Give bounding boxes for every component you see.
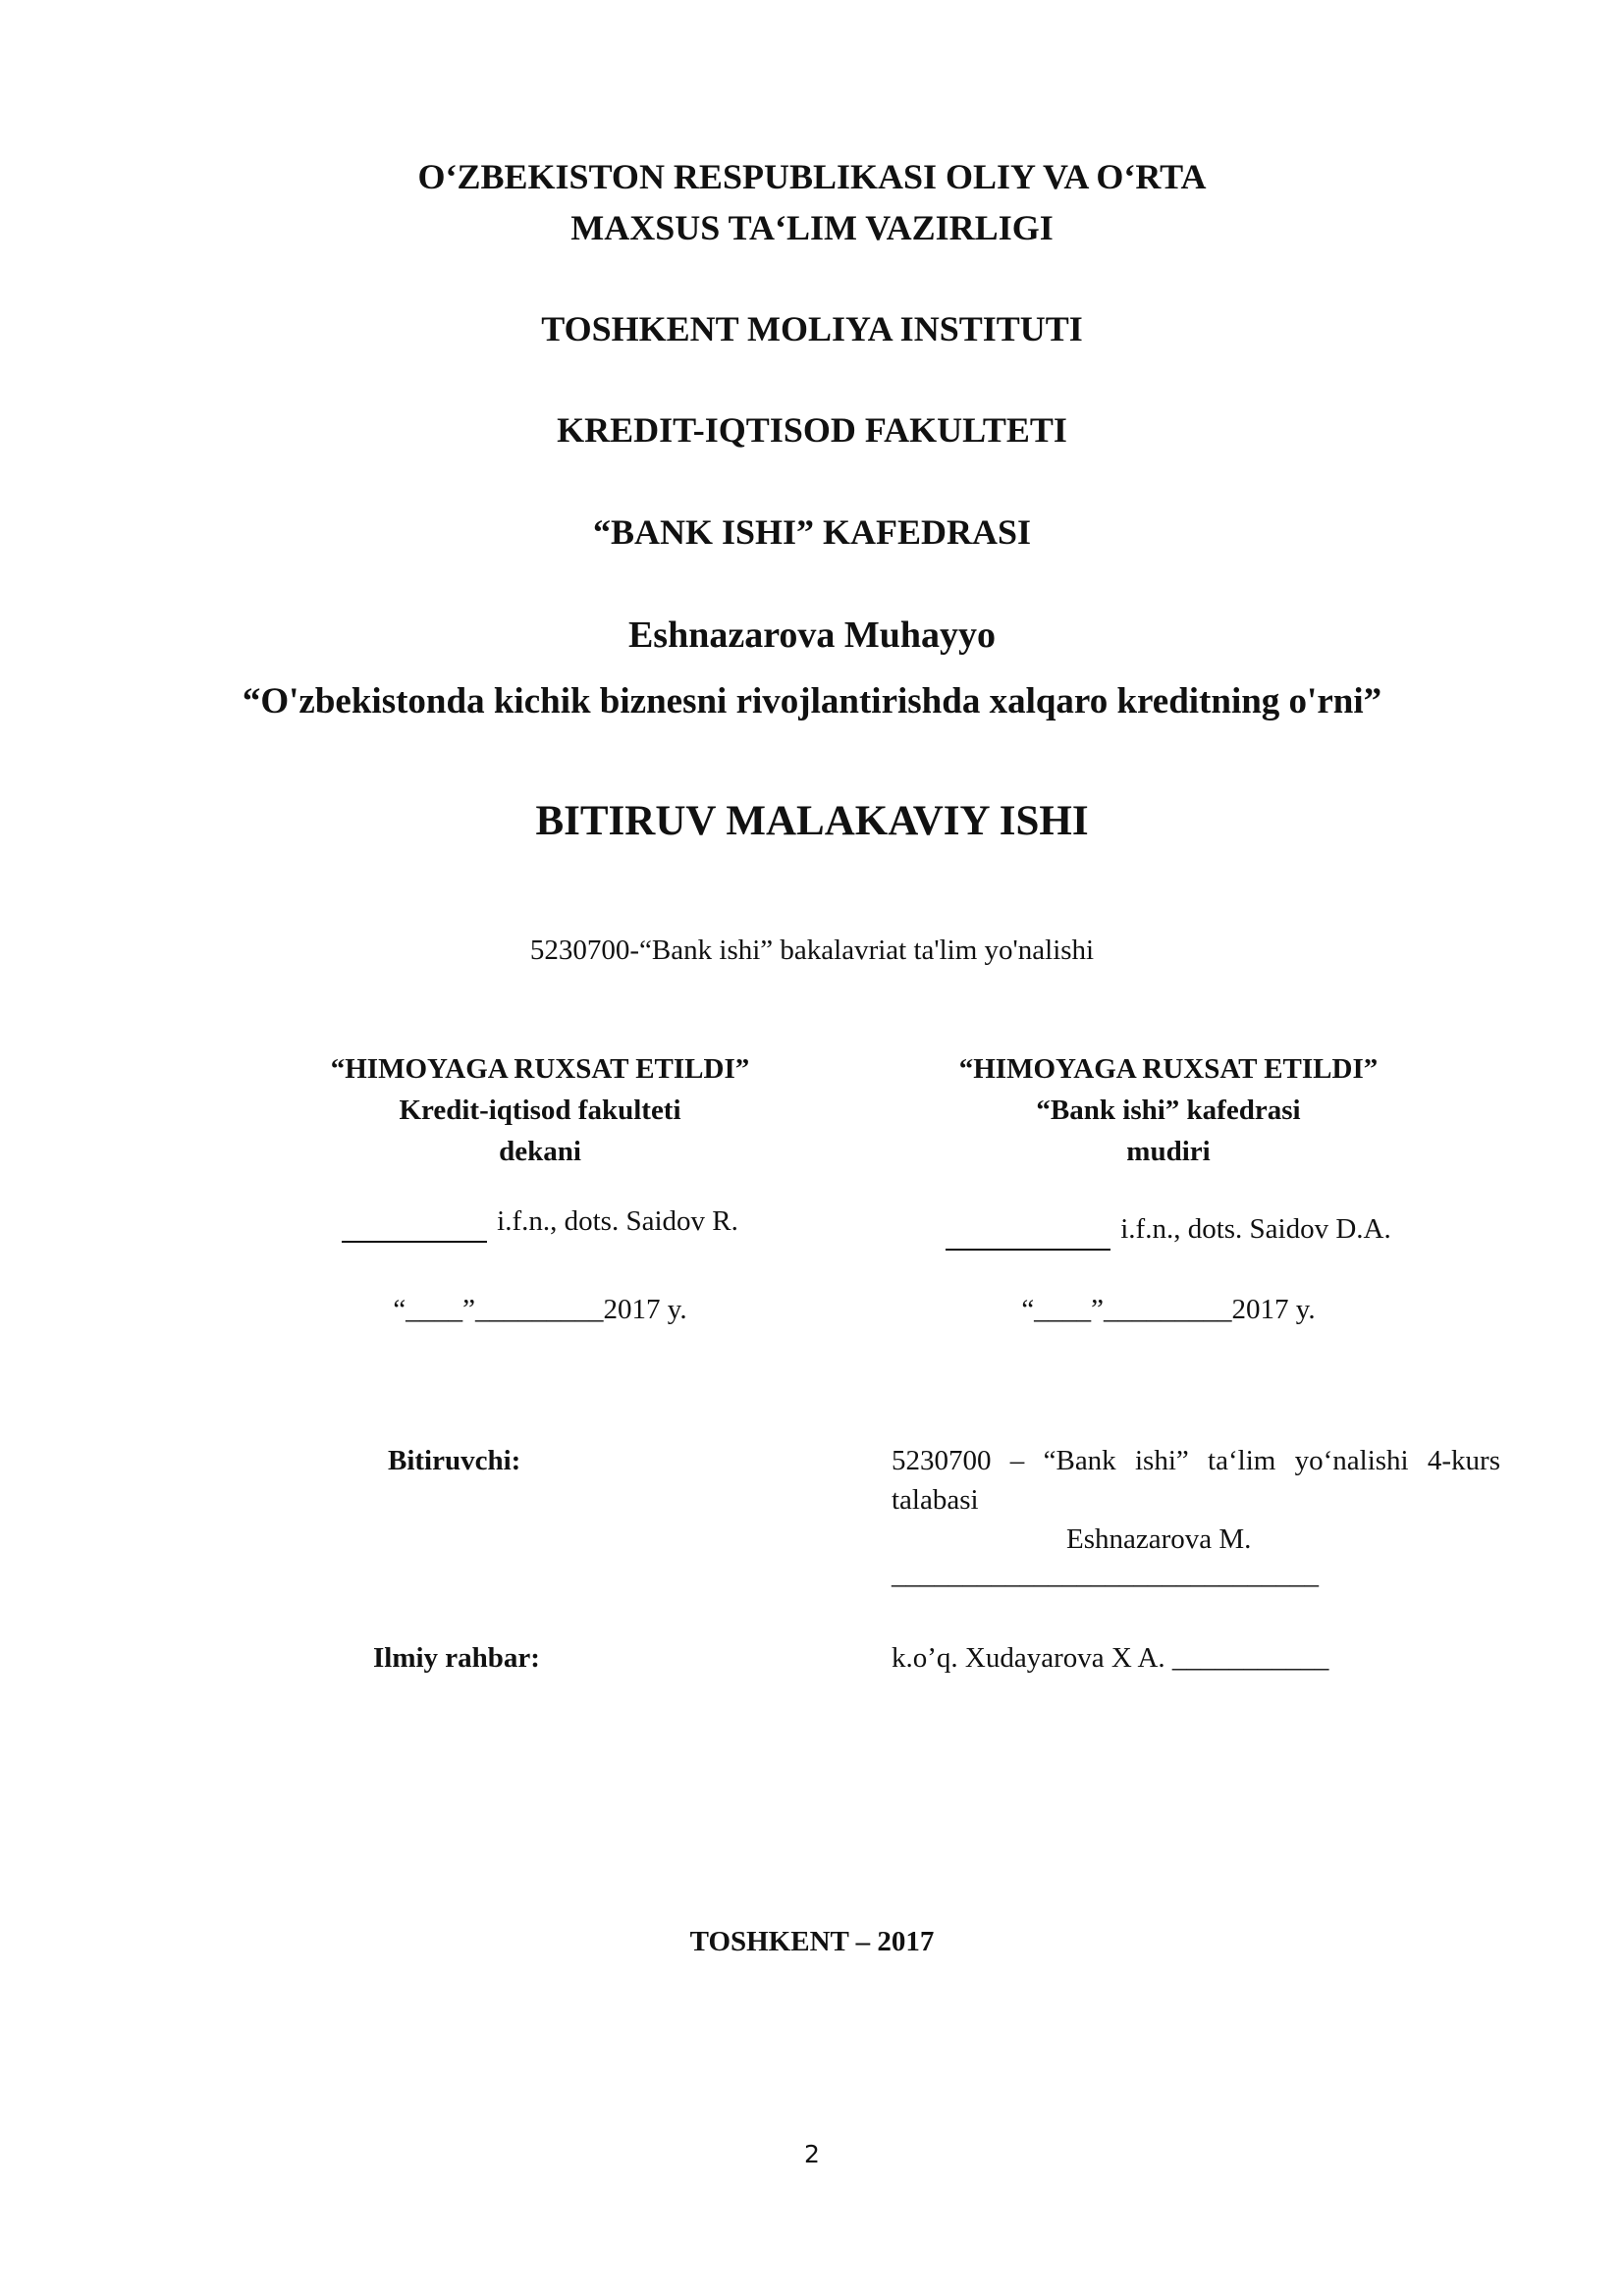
- author-name: Eshnazarova Muhayyo: [627, 614, 997, 656]
- approval-right-date: “____”_________2017 y.: [1021, 1294, 1316, 1325]
- graduate-name: Eshnazarova M.: [1066, 1523, 1252, 1555]
- institute-name: TOSHKENT MOLIYA INSTITUTI: [541, 309, 1083, 348]
- supervisor-label: Ilmiy rahbar:: [373, 1642, 540, 1674]
- approval-left-signature: i.f.n., dots. Saidov R.: [497, 1205, 738, 1237]
- graduate-signature-line: ______________________________: [892, 1559, 1319, 1590]
- specialty-line: 5230700-“Bank ishi” bakalavriat ta'lim yo'nalishi: [529, 934, 1095, 966]
- approval-left-date: “____”_________2017 y.: [393, 1294, 687, 1325]
- approval-right: [874, 1048, 1463, 1329]
- graduate-desc-line1: 5230700 – “Bank ishi” ta‘lim yo‘nalishi 4-kurs: [892, 1445, 1500, 1476]
- ministry-line-1: O‘ZBEKISTON RESPUBLIKASI OLIY VA O‘RTA: [417, 157, 1207, 196]
- thesis-topic: “O'zbekistonda kichik biznesni rivojlantirishda xalqaro kreditning o'rni”: [242, 681, 1382, 721]
- city-year: TOSHKENT – 2017: [689, 1926, 935, 1957]
- approval-right-signature: i.f.n., dots. Saidov D.A.: [1120, 1213, 1391, 1245]
- graduate-label: Bitiruvchi:: [388, 1445, 521, 1476]
- approval-right-signature-row: [874, 1209, 1463, 1251]
- approval-left: [245, 1048, 835, 1329]
- ministry-line-2: MAXSUS TA‘LIM VAZIRLIGI: [570, 208, 1054, 247]
- department-name: “BANK ISHI” KAFEDRASI: [592, 512, 1032, 552]
- approval-right-line2: mudiri: [1126, 1136, 1211, 1167]
- supervisor-value: k.o’q. Xudayarova X A. ___________: [892, 1642, 1329, 1674]
- signature-line: [342, 1201, 487, 1243]
- approval-left-line1: Kredit-iqtisod fakulteti: [399, 1095, 681, 1126]
- approval-right-line1: “Bank ishi” kafedrasi: [1036, 1095, 1301, 1126]
- approval-left-title: “HIMOYAGA RUXSAT ETILDI”: [330, 1053, 750, 1085]
- approval-left-signature-row: [245, 1201, 835, 1243]
- work-type-title: BITIRUV MALAKAVIY ISHI: [535, 798, 1089, 844]
- graduate-desc-line2: talabasi: [892, 1484, 979, 1516]
- faculty-name: KREDIT-IQTISOD FAKULTETI: [557, 410, 1067, 450]
- signature-line: [946, 1209, 1110, 1251]
- page-number: 2: [804, 2140, 820, 2168]
- approval-right-title: “HIMOYAGA RUXSAT ETILDI”: [958, 1053, 1379, 1085]
- approval-left-line2: dekani: [499, 1136, 581, 1167]
